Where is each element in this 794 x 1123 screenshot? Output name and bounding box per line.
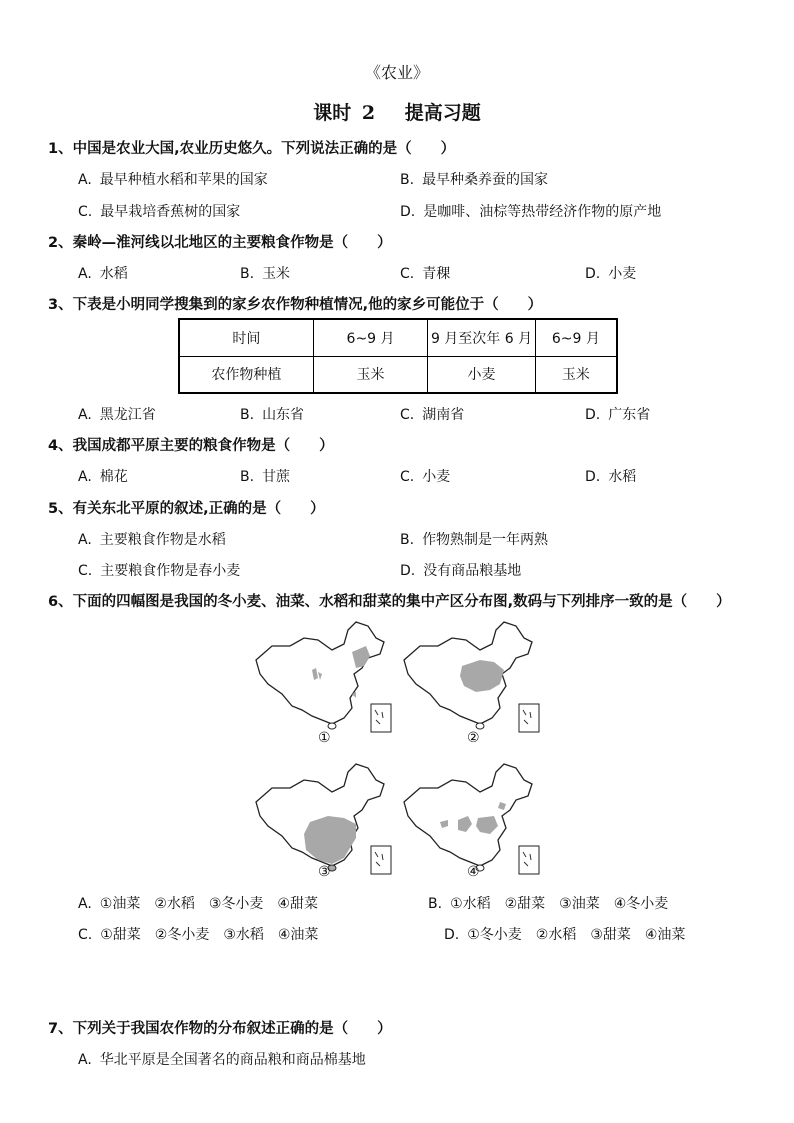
q6-option-c[interactable] [78,924,318,944]
q1-option-b[interactable] [400,169,548,189]
option-text: ①冬小麦 ②水稻 ③甜菜 ④油菜 [467,927,686,943]
q6-option-a[interactable] [78,893,318,913]
map-number-2: ② [467,730,480,746]
option-text: 最早种桑养蚕的国家 [422,172,549,188]
option-label: B. [400,532,415,548]
china-map-2 [400,620,545,738]
q5-option-d[interactable] [400,560,521,580]
table-cell: 玉米 [313,356,428,393]
q2-option-d[interactable] [585,263,636,283]
option-label: A. [78,1052,92,1068]
table-cell: 6~9 月 [535,319,617,356]
option-text: 青稞 [422,266,451,282]
option-label: C. [78,204,93,220]
option-text: ①甜菜 ②冬小麦 ③水稻 ④油菜 [100,927,319,943]
table-cell: 时间 [179,319,313,356]
option-label: C. [400,407,415,423]
option-text: 是咖啡、油棕等热带经济作物的原产地 [423,204,662,220]
option-label: B. [240,266,255,282]
option-text: 甘蔗 [262,469,291,485]
option-text: 水稻 [99,266,128,282]
option-text: 小麦 [608,266,637,282]
q4-option-b[interactable] [240,466,290,486]
page-title: 《农业》 [364,63,429,82]
option-label: D. [444,927,460,943]
option-label: A. [78,469,92,485]
option-text: 湖南省 [422,407,465,423]
table-cell: 小麦 [428,356,535,393]
option-text: 作物熟制是一年两熟 [422,532,549,548]
option-label: B. [428,896,443,912]
option-text: ①油菜 ②水稻 ③冬小麦 ④甜菜 [99,896,318,912]
q3-option-a[interactable] [78,404,156,424]
question-1-stem: 1、中国是农业大国,农业历史悠久。下列说法正确的是（ ） [48,141,456,157]
option-label: A. [78,532,92,548]
crop-planting-table [178,318,618,394]
question-3-stem: 3、下表是小明同学搜集到的家乡农作物种植情况,他的家乡可能位于（ ） [48,297,543,313]
q5-option-b[interactable] [400,529,548,549]
table-cell: 农作物种植 [179,356,313,393]
q1-option-d[interactable] [400,201,661,221]
q6-option-b[interactable] [428,893,668,913]
option-label: B. [240,469,255,485]
china-map-1 [252,620,397,738]
question-2-stem: 2、秦岭—淮河线以北地区的主要粮食作物是（ ） [48,235,392,251]
option-text: 广东省 [608,407,651,423]
option-label: B. [400,172,415,188]
option-label: D. [400,563,416,579]
q7-option-a[interactable] [78,1049,366,1069]
question-5-stem: 5、有关东北平原的叙述,正确的是（ ） [48,501,325,517]
q3-option-c[interactable] [400,404,464,424]
q2-option-b[interactable] [240,263,290,283]
table-cell: 9 月至次年 6 月 [428,319,535,356]
q6-option-d[interactable] [444,924,685,944]
option-label: A. [78,896,92,912]
option-text: 主要粮食作物是春小麦 [100,563,241,579]
option-label: C. [400,266,415,282]
q3-option-d[interactable] [585,404,650,424]
page-subtitle: 课时 2 提高习题 [313,102,481,124]
table-cell: 玉米 [535,356,617,393]
q1-option-a[interactable] [78,169,268,189]
option-text: 华北平原是全国著名的商品粮和商品棉基地 [99,1052,366,1068]
option-text: 主要粮食作物是水稻 [99,532,226,548]
q5-option-a[interactable] [78,529,226,549]
option-text: 棉花 [99,469,128,485]
china-map-3 [252,762,397,880]
map-number-1: ① [318,730,331,746]
q5-option-c[interactable] [78,560,240,580]
option-text: 黑龙江省 [99,407,156,423]
option-label: C. [78,927,93,943]
map-number-3: ③ [318,864,331,880]
option-text: 水稻 [608,469,637,485]
option-label: C. [78,563,93,579]
question-7-stem: 7、下列关于我国农作物的分布叙述正确的是（ ） [48,1021,392,1037]
question-6-stem: 6、下面的四幅图是我国的冬小麦、油菜、水稻和甜菜的集中产区分布图,数码与下列排序一致的是（ ） [48,594,731,610]
option-text: 没有商品粮基地 [423,563,522,579]
option-label: B. [240,407,255,423]
q2-option-a[interactable] [78,263,128,283]
option-label: C. [400,469,415,485]
option-label: D. [585,407,601,423]
q1-option-c[interactable] [78,201,240,221]
table-row [179,356,617,393]
option-text: 最早种植水稻和苹果的国家 [99,172,268,188]
option-label: D. [585,266,601,282]
option-text: 小麦 [422,469,451,485]
table-cell: 6~9 月 [313,319,428,356]
q4-option-a[interactable] [78,466,128,486]
q4-option-c[interactable] [400,466,450,486]
option-label: D. [585,469,601,485]
table-row [179,319,617,356]
q4-option-d[interactable] [585,466,636,486]
q2-option-c[interactable] [400,263,450,283]
option-text: 最早栽培香蕉树的国家 [100,204,241,220]
map-number-4: ④ [467,864,480,880]
option-label: A. [78,407,92,423]
option-label: D. [400,204,416,220]
option-text: 玉米 [262,266,291,282]
option-label: A. [78,266,92,282]
q3-option-b[interactable] [240,404,304,424]
china-map-4 [400,762,545,880]
question-4-stem: 4、我国成都平原主要的粮食作物是（ ） [48,438,334,454]
option-text: 山东省 [262,407,305,423]
option-text: ①水稻 ②甜菜 ③油菜 ④冬小麦 [450,896,669,912]
option-label: A. [78,172,92,188]
